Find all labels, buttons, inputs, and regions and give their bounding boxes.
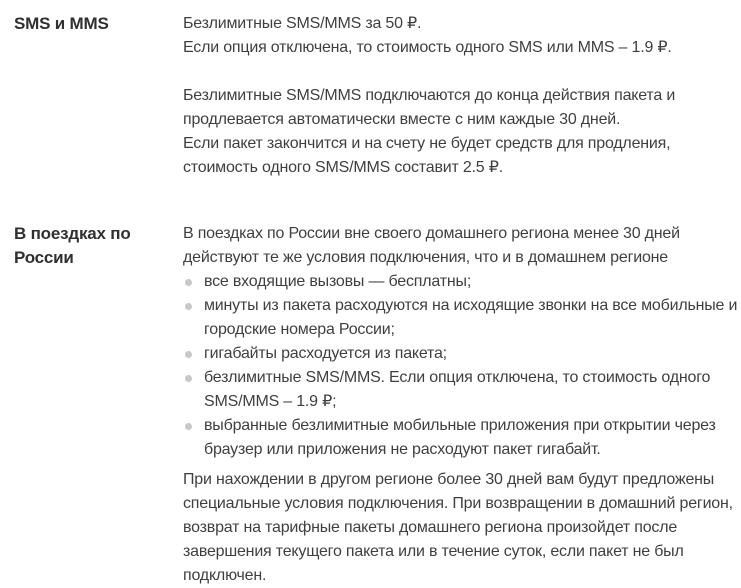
travel-long-stay-paragraph (183, 468, 741, 588)
list-item-text: гигабайты расходуется из пакета; (204, 345, 447, 362)
text-line: Если опция отключена, то стоимость одного SMS или MMS – 1.9 ₽. (183, 39, 672, 56)
text-line: Безлимитные SMS/MMS подключаются до конца действия пакета и продлевается автоматически вместе с ним каждые 30 дней. (183, 87, 676, 128)
list-item (183, 366, 741, 414)
list-item-text: безлимитные SMS/MMS. Если опция отключена, то стоимость одного SMS/MMS – 1.9 ₽; (204, 369, 711, 410)
list-item-text: выбранные безлимитные мобильные приложения при открытии через браузер или приложения не расходуют пакет гигабайт. (204, 417, 716, 458)
text-line: Безлимитные SMS/MMS за 50 ₽. (183, 15, 422, 32)
bullet-icon (185, 351, 192, 358)
bullet-icon (185, 375, 192, 382)
section-sms-mms (14, 12, 741, 180)
section-sms-mms-content (183, 12, 741, 180)
sms-renewal-paragraph (183, 84, 741, 180)
list-item (183, 270, 741, 294)
bullet-icon (185, 303, 192, 310)
section-travel-russia-content (183, 222, 741, 588)
section-travel-russia-title: В поездках по России (14, 224, 131, 267)
text-line: Если пакет закончится и на счету не будет средств для продления, стоимость одного SMS/MMS составит 2.5 ₽. (183, 135, 671, 176)
list-item (183, 342, 741, 366)
section-travel-russia (14, 222, 741, 588)
text-line: В поездках по России вне своего домашнего региона менее 30 дней действуют те же условия подключения, что и в домашнем регионе (183, 225, 680, 266)
bullet-icon (185, 423, 192, 430)
list-item-text: все входящие вызовы — бесплатны; (204, 273, 472, 290)
bullet-icon (185, 279, 192, 286)
list-item (183, 414, 741, 462)
list-item (183, 294, 741, 342)
text-line: При нахождении в другом регионе более 30 дней вам будут предложены специальные условия подключения. При возвращении в домашний регион, возврат на тарифные пакеты домашнего региона произойдет после завершения текущего пакета или в течение суток, если пакет не был подключен. (183, 471, 733, 584)
section-sms-mms-title: SMS и MMS (14, 14, 109, 33)
sms-price-paragraph (183, 12, 741, 60)
travel-conditions-list (183, 270, 741, 462)
list-item-text: минуты из пакета расходуются на исходящие звонки на все мобильные и городские номера России; (204, 297, 738, 338)
travel-intro-paragraph (183, 222, 741, 270)
